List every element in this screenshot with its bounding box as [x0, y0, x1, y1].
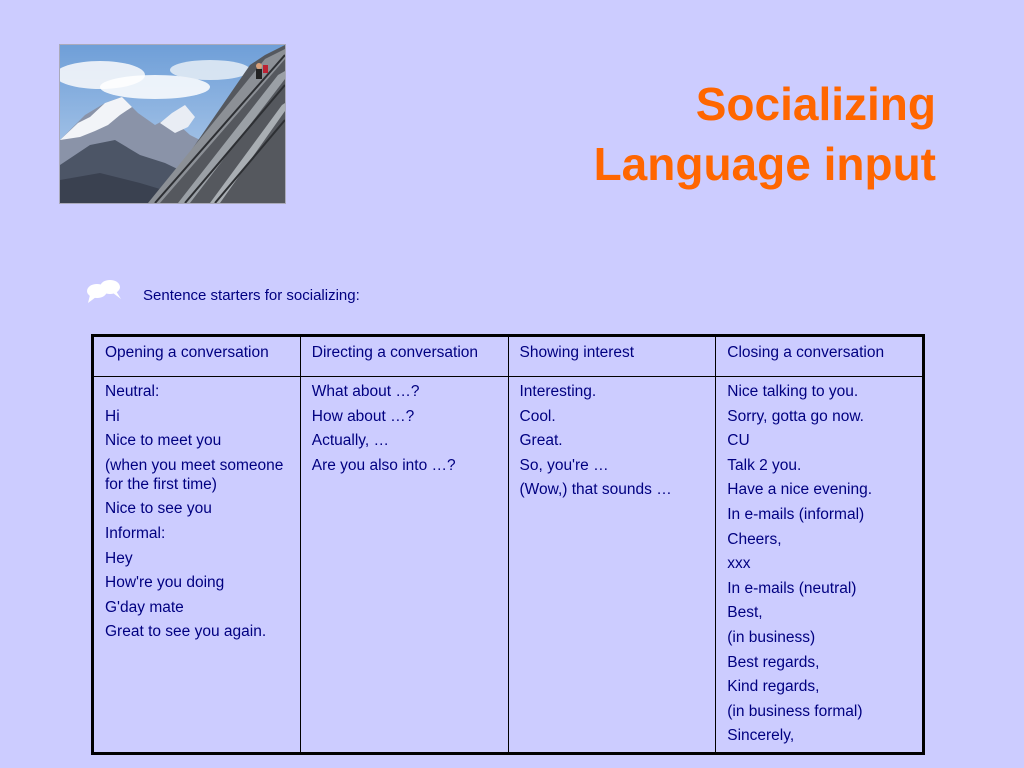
header-directing: Directing a conversation	[300, 336, 508, 377]
list-item: G'day mate	[105, 598, 184, 616]
list-item: (when you meet someone for the first time)	[105, 456, 284, 493]
sentence-starters-table	[91, 334, 925, 755]
list-item: Sorry, gotta go now.	[727, 407, 864, 425]
list-item: Nice to see you	[105, 500, 212, 518]
list-item: Hi	[105, 407, 120, 425]
list-item: xxx	[727, 555, 751, 573]
header-closing: Closing a conversation	[716, 336, 924, 377]
list-item: (in business)	[727, 628, 816, 646]
header-showing-interest: Showing interest	[508, 336, 716, 377]
list-item: In e-mails (neutral)	[727, 579, 857, 597]
list-item: Great.	[519, 432, 563, 450]
slide-title	[594, 74, 936, 194]
column-directing	[300, 377, 508, 754]
list-item: Cool.	[519, 407, 556, 425]
list-item: How about …?	[311, 407, 415, 425]
list-item: (in business formal)	[727, 702, 863, 720]
list-item: How're you doing	[105, 574, 225, 592]
list-item: Best regards,	[727, 653, 820, 671]
table-caption: Sentence starters for socializing:	[143, 287, 360, 304]
table-row	[93, 377, 924, 754]
list-item: What about …?	[311, 383, 420, 400]
list-item: Actually, …	[311, 432, 389, 450]
title-line-2: Language input	[593, 138, 936, 190]
list-item: Neutral:	[105, 383, 160, 400]
list-item: (Wow,) that sounds …	[519, 481, 672, 499]
column-opening	[93, 377, 301, 754]
table-header-row	[93, 336, 924, 377]
list-item: In e-mails (informal)	[727, 505, 865, 523]
speech-bubbles-icon	[86, 278, 122, 304]
list-item: Great to see you again.	[105, 623, 267, 641]
mountain-balcony-photo	[60, 45, 285, 203]
list-item: Nice to meet you	[105, 432, 222, 450]
list-item: Cheers,	[727, 530, 782, 548]
list-item: Nice talking to you.	[727, 383, 859, 400]
list-item: Kind regards,	[727, 678, 820, 696]
list-item: Best,	[727, 604, 763, 622]
list-item: Informal:	[105, 524, 166, 542]
list-item: Have a nice evening.	[727, 481, 873, 499]
column-closing	[716, 377, 924, 754]
list-item: Are you also into …?	[311, 456, 456, 474]
title-line-1: Socializing	[695, 78, 936, 130]
column-showing-interest	[508, 377, 716, 754]
list-item: Talk 2 you.	[727, 456, 802, 474]
list-item: Hey	[105, 549, 133, 567]
header-opening: Opening a conversation	[93, 336, 301, 377]
list-item: Sincerely,	[727, 727, 795, 745]
list-item: So, you're …	[519, 456, 609, 474]
list-item: Interesting.	[519, 383, 597, 400]
list-item: CU	[727, 432, 750, 450]
